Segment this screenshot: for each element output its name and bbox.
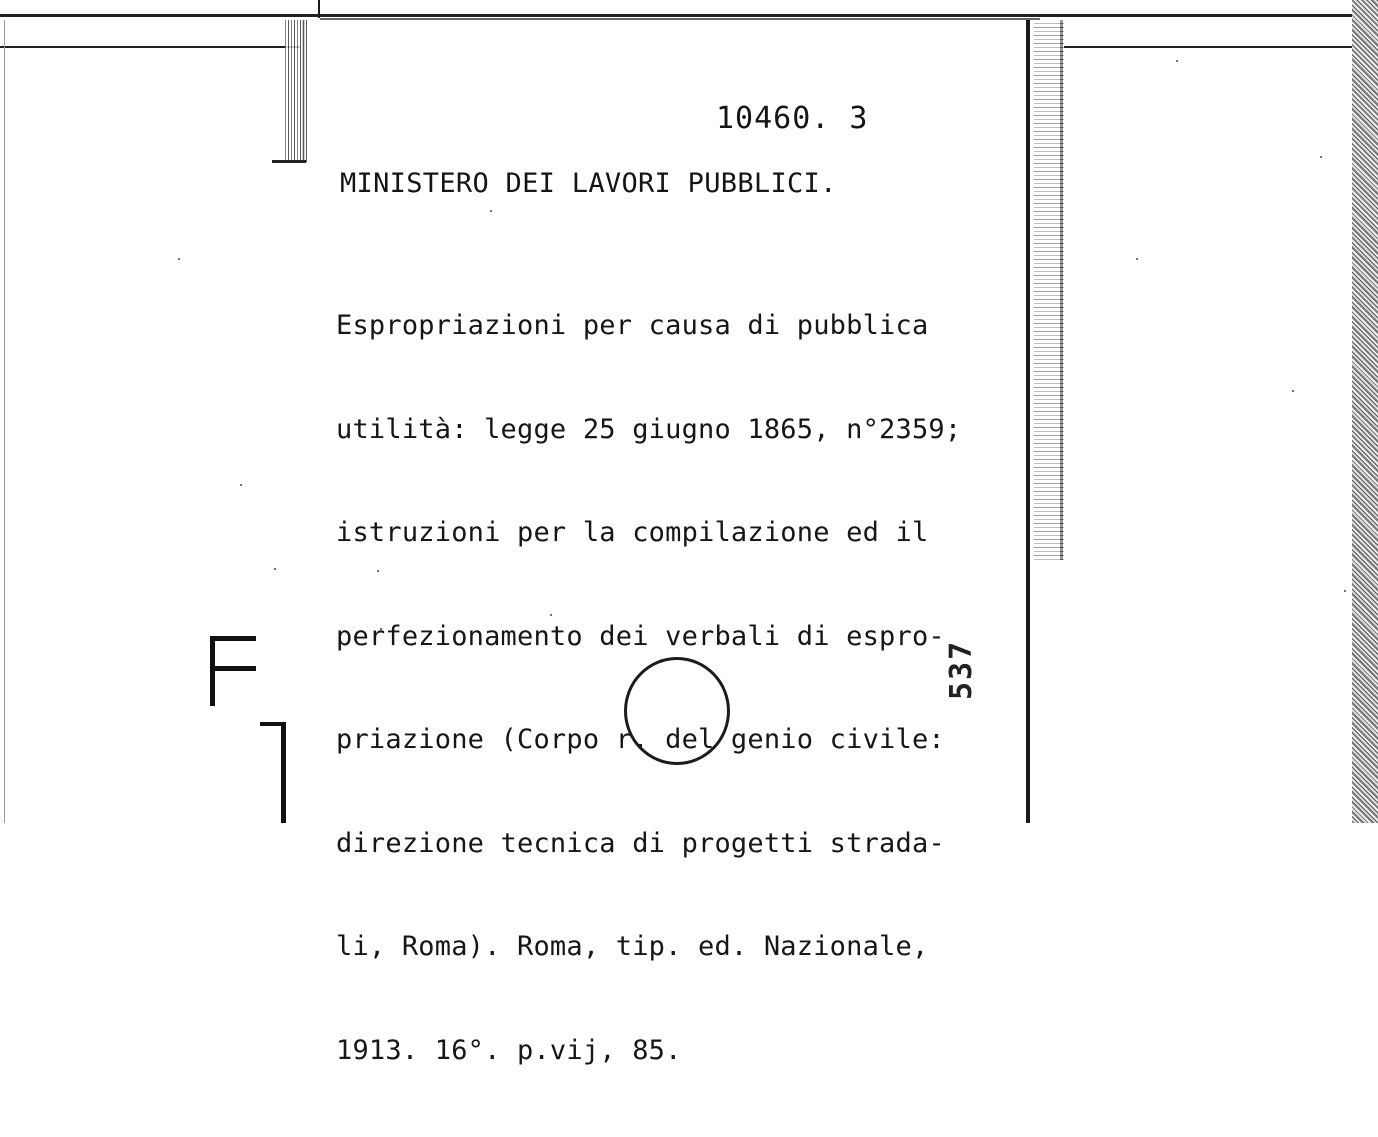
index-tab-mark <box>210 636 256 641</box>
top-inner-line <box>0 46 300 48</box>
paper-speck <box>1176 60 1178 62</box>
card-body-line: perfezionamento dei verbali di espro- <box>336 620 945 652</box>
index-tab-mark <box>260 722 286 726</box>
paper-speck <box>490 210 492 212</box>
card-body-line: istruzioni per la compilazione ed il <box>336 517 929 548</box>
card-body-line: priazione (Corpo r. del genio civile: <box>336 724 945 755</box>
card-body-line: Espropriazioni per causa di pubblica <box>336 310 929 341</box>
paper-speck <box>1136 258 1138 260</box>
left-edge-texture <box>285 20 307 162</box>
top-mid-line <box>320 18 1040 20</box>
left-tab-bottom <box>272 160 306 163</box>
card-heading: MINISTERO DEI LAVORI PUBBLICI. <box>340 168 837 199</box>
stamp-number: 537 <box>944 639 979 700</box>
right-border-texture <box>1352 0 1378 823</box>
far-left-edge <box>4 20 5 823</box>
index-tab-mark <box>210 636 215 706</box>
index-tab-mark <box>210 666 256 671</box>
paper-speck <box>1320 156 1322 158</box>
paper-speck <box>178 258 180 260</box>
paper-speck <box>240 484 242 486</box>
card-body-line: direzione tecnica di progetti strada- <box>336 827 945 859</box>
paper-speck <box>274 568 276 570</box>
paper-speck <box>1344 590 1346 592</box>
punch-hole <box>624 657 730 765</box>
right-edge-texture <box>1034 20 1064 560</box>
top-border-line <box>0 14 1352 17</box>
index-tab-mark <box>281 722 286 823</box>
card-body-line: 1913. 16°. p.vij, 85. <box>336 1034 682 1066</box>
card-body-line: li, Roma). Roma, tip. ed. Nazionale, <box>336 931 929 962</box>
top-inner-line-right <box>1064 46 1354 48</box>
left-outer-edge <box>318 0 320 18</box>
call-number: 10460. 3 <box>716 101 869 136</box>
paper-speck <box>1292 390 1294 392</box>
card-body-line: utilità: legge 25 giugno 1865, n°2359; <box>336 413 962 445</box>
